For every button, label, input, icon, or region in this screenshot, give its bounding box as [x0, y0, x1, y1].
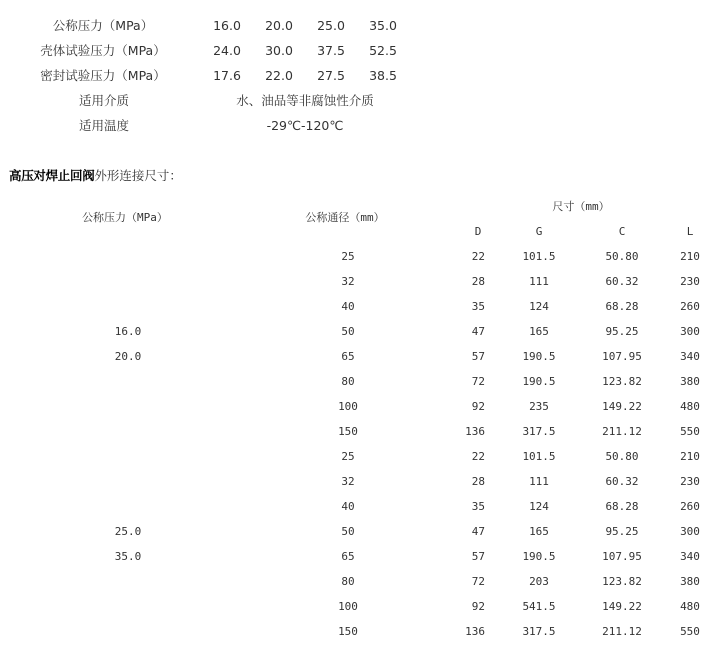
cell-G: 541.5 — [522, 600, 556, 613]
cell-C: 60.32 — [605, 275, 639, 288]
cell-L: 300 — [680, 325, 700, 338]
cell-G: 190.5 — [522, 350, 556, 363]
header-C: C — [618, 225, 626, 238]
cell-diameter: 25 — [341, 250, 355, 263]
cell-G: 190.5 — [522, 550, 556, 563]
spec-value: 38.5 — [369, 68, 397, 83]
cell-diameter: 50 — [341, 325, 355, 338]
group-pressure: 25.0 — [114, 525, 142, 538]
spec-label: 密封试验压力（MPa） — [40, 68, 166, 83]
spec-value: 30.0 — [265, 43, 293, 58]
cell-D: 28 — [471, 275, 485, 288]
cell-C: 95.25 — [605, 525, 639, 538]
cell-diameter: 80 — [341, 575, 355, 588]
cell-G: 101.5 — [522, 450, 556, 463]
cell-L: 340 — [680, 550, 700, 563]
spec-value: 16.0 — [213, 18, 241, 33]
cell-D: 47 — [471, 325, 485, 338]
cell-L: 480 — [680, 400, 700, 413]
cell-L: 260 — [680, 300, 700, 313]
cell-G: 165 — [529, 525, 549, 538]
cell-D: 92 — [471, 600, 485, 613]
spec-label: 壳体试验压力（MPa） — [40, 43, 166, 58]
cell-L: 210 — [680, 450, 700, 463]
cell-D: 35 — [471, 500, 485, 513]
cell-D: 136 — [465, 625, 485, 638]
cell-D: 22 — [471, 250, 485, 263]
cell-G: 111 — [529, 275, 549, 288]
spec-span-value: 水、油品等非腐蚀性介质 — [236, 93, 374, 108]
spec-value: 17.6 — [213, 68, 241, 83]
cell-G: 124 — [529, 300, 549, 313]
group-pressure: 35.0 — [114, 550, 142, 563]
cell-diameter: 150 — [338, 425, 358, 438]
header-D: D — [474, 225, 482, 238]
spec-value: 35.0 — [369, 18, 397, 33]
header-pressure: 公称压力（MPa） — [82, 211, 168, 224]
cell-L: 340 — [680, 350, 700, 363]
cell-D: 57 — [471, 550, 485, 563]
spec-value: 52.5 — [369, 43, 397, 58]
spec-label: 公称压力（MPa） — [52, 18, 154, 33]
cell-G: 317.5 — [522, 625, 556, 638]
spec-value: 20.0 — [265, 18, 293, 33]
cell-L: 210 — [680, 250, 700, 263]
cell-L: 260 — [680, 500, 700, 513]
cell-L: 300 — [680, 525, 700, 538]
cell-diameter: 65 — [341, 350, 355, 363]
cell-C: 68.28 — [605, 500, 639, 513]
spec-value: 37.5 — [317, 43, 345, 58]
cell-diameter: 150 — [338, 625, 358, 638]
cell-C: 50.80 — [605, 450, 639, 463]
header-dimensions: 尺寸（mm） — [552, 200, 610, 213]
spec-label: 适用温度 — [78, 118, 130, 133]
cell-D: 72 — [471, 375, 485, 388]
cell-C: 95.25 — [605, 325, 639, 338]
cell-G: 235 — [529, 400, 549, 413]
cell-L: 380 — [680, 575, 700, 588]
spec-value: 25.0 — [317, 18, 345, 33]
cell-C: 211.12 — [602, 625, 642, 638]
cell-diameter: 32 — [341, 475, 355, 488]
cell-diameter: 40 — [341, 300, 355, 313]
header-diameter: 公称通径（mm） — [305, 211, 385, 224]
group-pressure: 16.0 — [114, 325, 142, 338]
cell-D: 92 — [471, 400, 485, 413]
cell-G: 203 — [529, 575, 549, 588]
cell-diameter: 50 — [341, 525, 355, 538]
cell-diameter: 80 — [341, 375, 355, 388]
section-heading-bold: 高压对焊止回阀 — [9, 168, 95, 183]
cell-diameter: 100 — [338, 600, 358, 613]
cell-G: 317.5 — [522, 425, 556, 438]
cell-L: 230 — [680, 275, 700, 288]
cell-L: 380 — [680, 375, 700, 388]
section-heading-rest: 外形连接尺寸： — [94, 168, 182, 183]
cell-D: 57 — [471, 350, 485, 363]
cell-L: 480 — [680, 600, 700, 613]
spec-value: 24.0 — [213, 43, 241, 58]
cell-D: 72 — [471, 575, 485, 588]
spec-value: 27.5 — [317, 68, 345, 83]
section-heading — [9, 170, 182, 183]
cell-C: 149.22 — [602, 600, 642, 613]
cell-G: 165 — [529, 325, 549, 338]
header-L: L — [686, 225, 694, 238]
cell-D: 47 — [471, 525, 485, 538]
cell-C: 107.95 — [602, 550, 642, 563]
cell-L: 550 — [680, 425, 700, 438]
cell-G: 111 — [529, 475, 549, 488]
cell-D: 35 — [471, 300, 485, 313]
cell-C: 211.12 — [602, 425, 642, 438]
cell-C: 107.95 — [602, 350, 642, 363]
cell-G: 190.5 — [522, 375, 556, 388]
cell-G: 101.5 — [522, 250, 556, 263]
header-G: G — [535, 225, 543, 238]
cell-C: 60.32 — [605, 475, 639, 488]
spec-value: 22.0 — [265, 68, 293, 83]
spec-label: 适用介质 — [78, 93, 130, 108]
group-pressure: 20.0 — [114, 350, 142, 363]
cell-L: 550 — [680, 625, 700, 638]
cell-D: 28 — [471, 475, 485, 488]
cell-diameter: 32 — [341, 275, 355, 288]
cell-diameter: 100 — [338, 400, 358, 413]
cell-C: 50.80 — [605, 250, 639, 263]
cell-L: 230 — [680, 475, 700, 488]
cell-D: 22 — [471, 450, 485, 463]
cell-diameter: 40 — [341, 500, 355, 513]
cell-C: 123.82 — [602, 575, 642, 588]
cell-G: 124 — [529, 500, 549, 513]
spec-span-value: -29℃-120℃ — [266, 118, 344, 133]
cell-diameter: 25 — [341, 450, 355, 463]
cell-C: 123.82 — [602, 375, 642, 388]
cell-diameter: 65 — [341, 550, 355, 563]
cell-D: 136 — [465, 425, 485, 438]
cell-C: 68.28 — [605, 300, 639, 313]
cell-C: 149.22 — [602, 400, 642, 413]
